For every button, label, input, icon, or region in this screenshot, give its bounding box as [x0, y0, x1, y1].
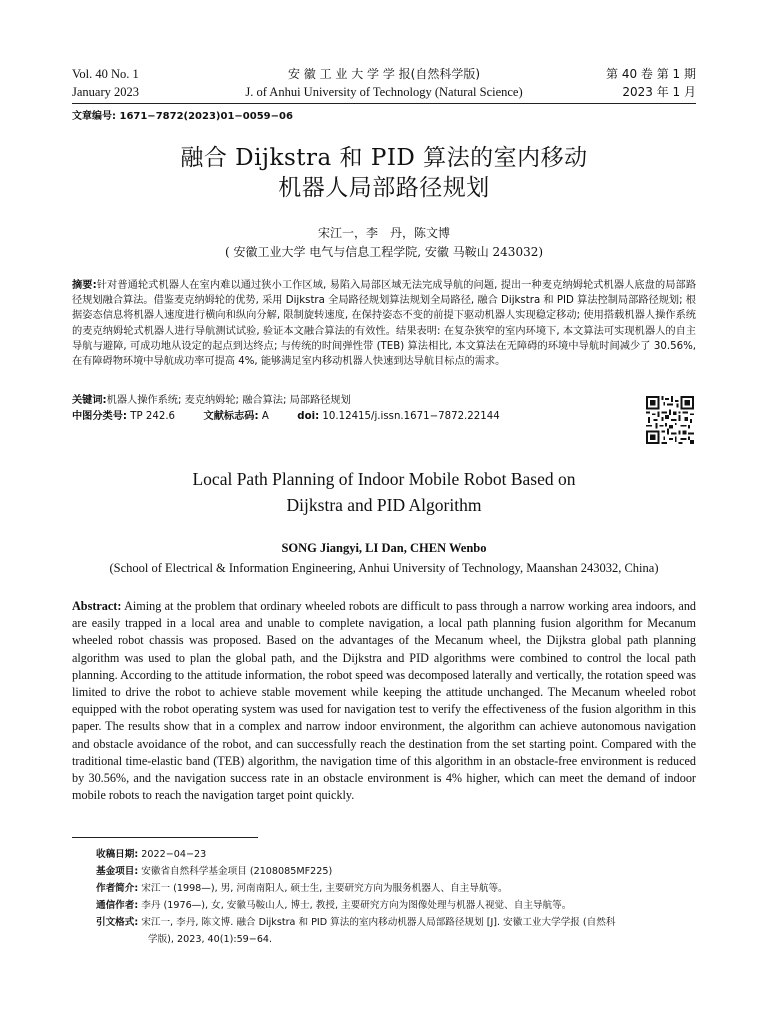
qr-code-icon [646, 396, 694, 444]
journal-name-en: J. of Anhui University of Technology (Natural Science) [245, 85, 523, 99]
author-value: 宋江一 (1998—), 男, 河南南阳人, 硕士生, 主要研究方向为服务机器人、自主导航等。 [141, 883, 508, 894]
received-value: 2022−04−23 [141, 849, 207, 860]
corresponding-label: 通信作者: [96, 900, 139, 911]
clc-value: TP 242.6 [130, 411, 176, 422]
footnote-citation-cont [96, 931, 748, 948]
footnote-received [96, 846, 696, 863]
cn-title-line-2: 机器人局部路径规划 [278, 175, 490, 201]
en-affiliation: (School of Electrical & Information Engineering, Anhui University of Technology, Maanshan 243032, China) [109, 561, 659, 575]
cn-affiliation: ( 安徽工业大学 电气与信息工程学院, 安徽 马鞍山 243032) [224, 245, 544, 259]
footnote-corresponding [96, 897, 696, 914]
cn-abstract [72, 278, 696, 369]
doc-code-label: 文献标志码: [203, 411, 259, 422]
en-authors: SONG Jiangyi, LI Dan, CHEN Wenbo [281, 541, 487, 555]
en-title-line-2: Dijkstra and PID Algorithm [286, 495, 482, 515]
keywords-text: 机器人操作系统; 麦克纳姆轮; 融合算法; 局部路径规划 [106, 395, 351, 406]
volume-issue-en: Vol. 40 No. 1 [72, 67, 139, 81]
footnote-fund [96, 863, 696, 880]
en-title-line-1: Local Path Planning of Indoor Mobile Robot Based on [192, 469, 576, 489]
received-label: 收稿日期: [96, 849, 139, 860]
doi-value: 10.12415/j.issn.1671−7872.22144 [322, 411, 500, 422]
footnote-rule [72, 837, 258, 838]
footnote-citation [96, 914, 696, 931]
date-en: January 2023 [72, 85, 139, 99]
corresponding-value: 李丹 (1976—), 女, 安徽马鞍山人, 博士, 教授, 主要研究方向为图像处理与机器人视觉、自主导航等。 [141, 900, 572, 911]
en-abstract [72, 598, 696, 804]
citation-line-2: 学版), 2023, 40(1):59−64. [148, 934, 273, 945]
fund-label: 基金项目: [96, 866, 139, 877]
fund-value: 安徽省自然科学基金项目 (2108085MF225) [141, 866, 333, 877]
doc-code-value: A [261, 411, 269, 422]
doi-label: doi: [297, 411, 320, 422]
classification-line [72, 409, 500, 424]
citation-label: 引文格式: [96, 917, 139, 928]
keywords-label: 关键词: [72, 395, 107, 406]
cn-title-line-1: 融合 Dijkstra 和 PID 算法的室内移动 [180, 145, 588, 171]
footnote-author [96, 880, 696, 897]
clc-label: 中图分类号: [72, 411, 128, 422]
journal-name-cn: 安 徽 工 业 大 学 学 报(自然科学版) [287, 67, 481, 81]
cn-abstract-text: 针对普通轮式机器人在室内难以通过狭小工作区域, 易陷入局部区域无法完成导航的问题, 提出一种麦克纳姆轮式机器人底盘的局部路径规划融合算法。借鉴麦克纳姆轮的优势, 采用 Dijkstra 全局路径规划算法规划全局路径, 融合 Dijkstra 和 PID 算法控制局部路径规划; 根据姿态信息将机器人速度进行横向和纵向分解, 限制旋转速度, 在保持姿态不变的前提下驱动机器人实现稳定移动; 使用搭载机器人操作系统的麦克纳姆轮式机器人进行导航测试试验, 验证本文融合算法的有效性。结果表明: 在复杂狭窄的室内环境下, 本文算法可实现机器人的自主导航与避障, 可成功地从设定的起点到达终点; 与传统的时间弹性带 (TEB) 算法相比, 本文算法在无障碍的环境中导航时间减少了 30.56%, 在有障碍物环境中导航成功率可提高 4%, 能够满足室内移动机器人快速到达导航目标点的需求。 [72, 280, 697, 368]
citation-line-1: 宋江一, 李丹, 陈文博. 融合 Dijkstra 和 PID 算法的室内移动机器人局部路径规划 [J]. 安徽工业大学学报 (自然科 [141, 917, 616, 928]
en-abstract-text: Aiming at the problem that ordinary wheeled robots are difficult to pass through a narrow working area indoors, and are easily trapped in a local area and unable to complete navigation, a local path planning fusion algorithm for Mecanum wheeled robot chassis was proposed. Based on the advantages of the Mecanum wheel, the Dijkstra global path planning algorithm was used to plan the global path, and the Dijkstra and PID algorithms were combined to control the local path planning. According to the attitude information, the robot speed was decomposed laterally and vertically, the rotation speed was limited to drive the robot to achieve stable movement while keeping the attitude unchanged. The Mecanum wheeled robot equipped with the robot operating system was used for navigation test to verify the effectiveness of the fusion algorithm in this paper. The results show that in a complex and narrow indoor environment, the algorithm can achieve autonomous navigation and obstacle avoidance of the robot, and can successfully reach the destination from the set starting point. Compared with the traditional time-elastic band (TEB) algorithm, the navigation time of this algorithm in an obstacle-free environment is reduced by 30.56%, and the navigation success rate in an obstacle environment is 4% higher, which can meet the demand of indoor mobile robots to reach the navigation target point quickly. [72, 599, 697, 803]
volume-issue-cn: 第 40 卷 第 1 期 [606, 67, 696, 81]
en-abstract-label: Abstract: [72, 599, 122, 613]
keywords-line [72, 393, 351, 408]
author-label: 作者简介: [96, 883, 139, 894]
date-cn: 2023 年 1 月 [622, 85, 696, 99]
cn-abstract-label: 摘要: [72, 280, 97, 291]
header-rule [72, 103, 696, 104]
cn-authors: 宋江一，李 丹，陈文博 [317, 226, 450, 240]
article-number: 文章编号: 1671−7872(2023)01−0059−06 [72, 111, 293, 122]
